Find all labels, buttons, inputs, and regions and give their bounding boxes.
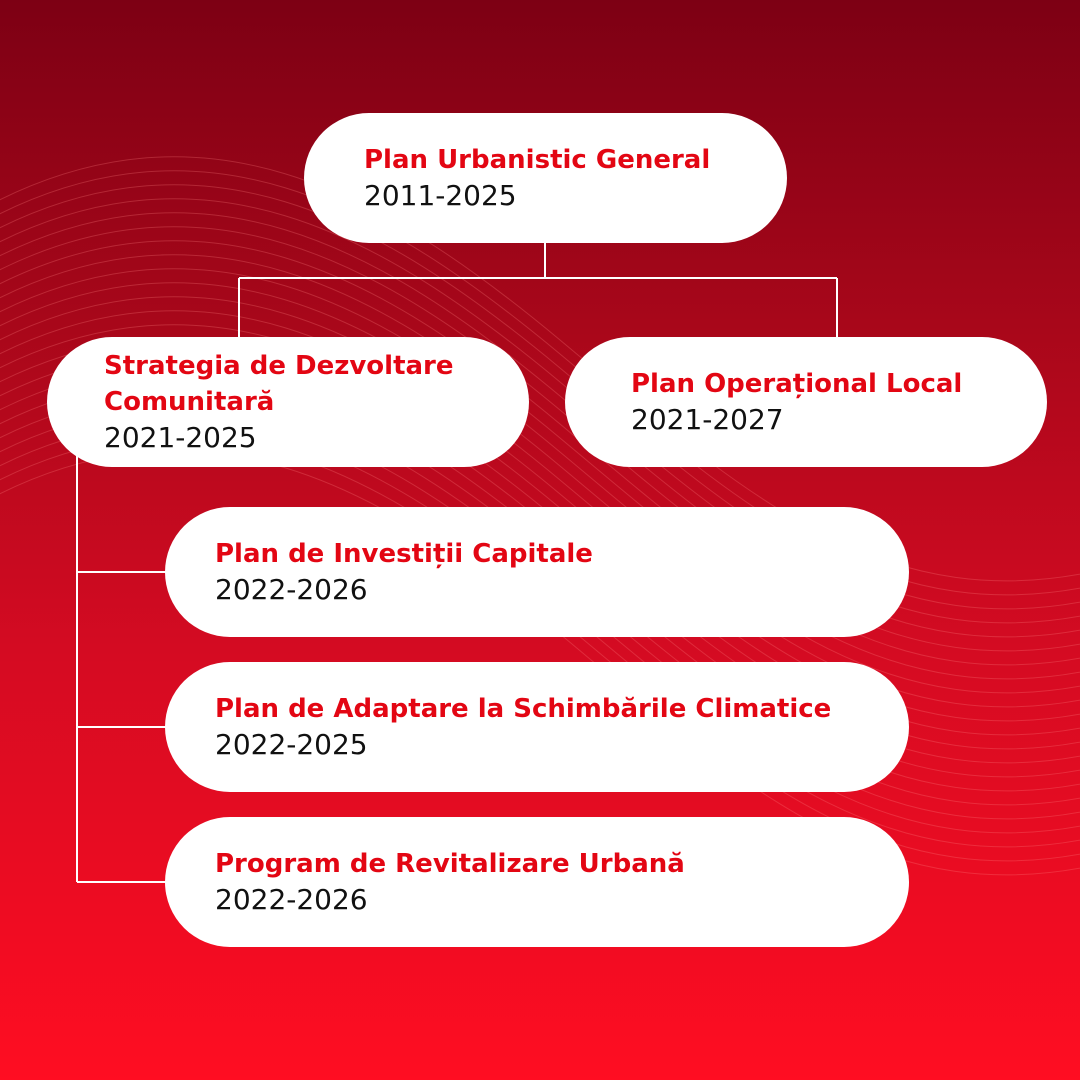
node-title: Strategia de Dezvoltare Comunitară [104, 351, 454, 417]
node-plan-operational-local [565, 337, 1047, 467]
node-title: Plan Operațional Local [631, 369, 963, 399]
node-years: 2021-2027 [631, 403, 784, 436]
node-title: Plan de Adaptare la Schimbările Climatice [215, 694, 832, 724]
node-years: 2011-2025 [364, 179, 517, 212]
node-years: 2022-2025 [215, 728, 368, 761]
node-years: 2021-2025 [104, 421, 257, 454]
node-years: 2022-2026 [215, 883, 368, 916]
node-plan-urbanistic-general [304, 113, 787, 243]
node-title: Program de Revitalizare Urbană [215, 849, 685, 879]
node-program-revitalizare-urbana [165, 817, 909, 947]
node-plan-adaptare-schimbari-climatice [165, 662, 909, 792]
node-title: Plan de Investiții Capitale [215, 539, 593, 569]
node-strategia-dezvoltare [47, 337, 529, 467]
node-plan-investitii-capitale [165, 507, 909, 637]
node-title: Plan Urbanistic General [364, 145, 711, 175]
node-years: 2022-2026 [215, 573, 368, 606]
